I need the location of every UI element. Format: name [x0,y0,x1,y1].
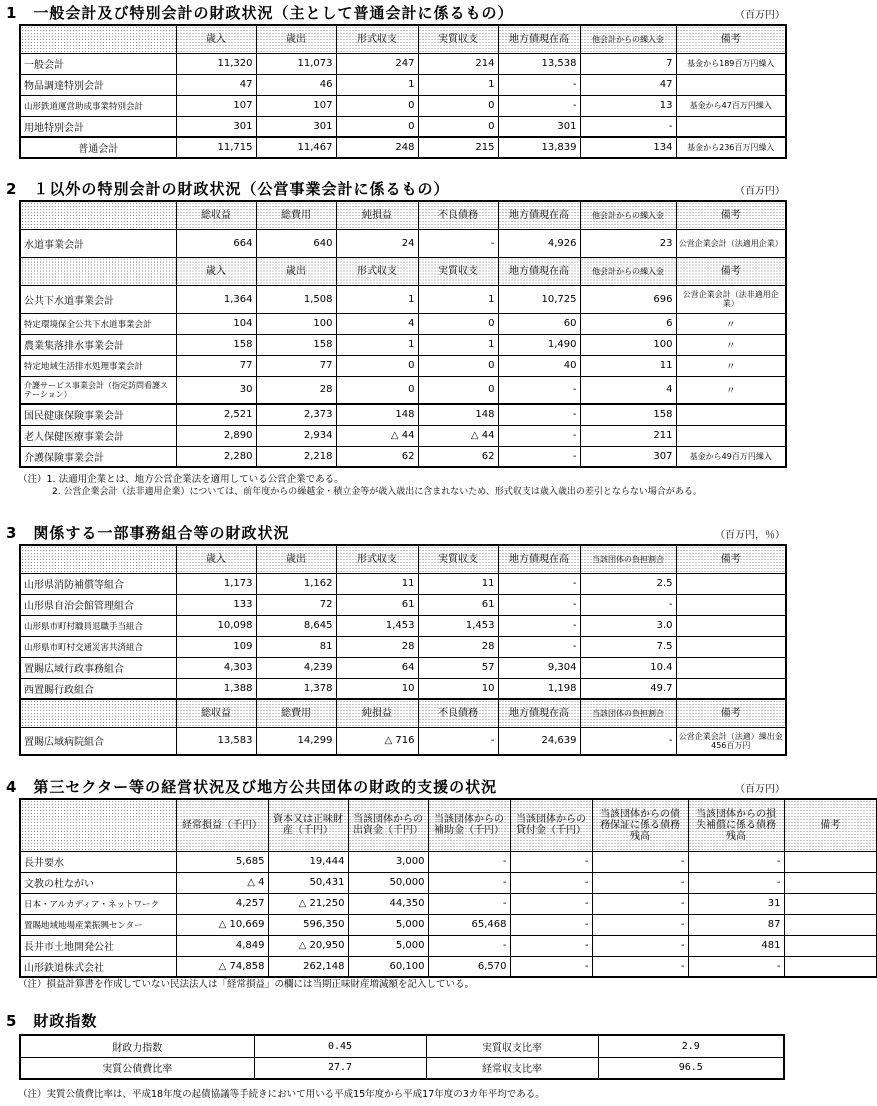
table-row: 日本・アルカディア・ネットワーク 4,257 △ 21,250 44,350 - - - 31 [20,893,877,914]
table-header: 歳入 歳出 形式収支 実質収支 地方債現在高 他会計からの繰入金 備考 [20,25,786,53]
section-1-unit: （百万円） [735,10,785,21]
table-4 [19,798,877,978]
table-row: 介護保険事業会計 2,280 2,218 62 62 - 307 基金から49百万円繰入 [20,446,786,467]
section-5 [0,1008,877,1100]
table-5 [19,1034,785,1080]
section-2-title: 2 １以外の特別会計の財政状況（公営事業会計に係るもの） [6,180,450,198]
table-row: 財政力指数 0.45 実質収支比率 2.9 [20,1035,784,1057]
table-row: 公共下水道事業会計 1,364 1,508 1 1 10,725 696 公営企業会計（法非適用企業） [20,285,786,313]
table-row: 老人保健医療事業会計 2,890 2,934 △ 44 △ 44 - 211 [20,425,786,446]
table-row: 長井市土地開発公社 4,849 △ 20,950 5,000 - - - 481 [20,935,877,956]
section-1-title: 1 一般会計及び特別会計の財政状況（主として普通会計に係るもの） [6,4,514,22]
section-3 [0,520,877,750]
table-row: 置賜地域地場産業振興センター △ 10,669 596,350 5,000 65,468 - - 87 [20,914,877,935]
table-row: 介護サービス事業会計（指定訪問看護ステーション） 30 28 0 0 - 4 〃 [20,376,786,404]
table-row: 山形鉄道株式会社 △ 74,858 262,148 60,100 6,570 - - - [20,956,877,977]
section-2-note-1: （注）1. 法適用企業とは、地方公営企業法を適用している公営企業である。 [18,474,344,485]
table-row: 西置賜行政組合 1,388 1,378 10 10 1,198 49.7 [20,678,786,699]
table-row: 一般会計 11,320 11,073 247 214 13,538 7 基金から189百万円繰入 [20,53,786,74]
table-row: 山形県市町村職員退職手当組合 10,098 8,645 1,453 1,453 - 3.0 [20,615,786,636]
table-row: 実質公債費比率 27.7 経常収支比率 96.5 [20,1057,784,1079]
table-total-row: 普通会計 11,715 11,467 248 215 13,839 134 基金から236百万円繰入 [20,137,786,158]
table-row: 水道事業会計 664 640 24 - 4,926 23 公営企業会計（法適用企業） [20,229,786,257]
section-5-note: （注）実質公債費比率は、平成18年度の起債協議等手続きにおいて用いる平成15年度から平成17年度の3カ年平均である。 [18,1089,545,1100]
table-row: 国民健康保険事業会計 2,521 2,373 148 148 - 158 [20,404,786,425]
section-2 [0,176,877,497]
table-header: 総収益 総費用 純損益 不良債務 地方債現在高 当該団体の負担割合 備考 [20,699,786,727]
section-4 [0,774,877,990]
section-5-title: 5 財政指数 [6,1012,98,1030]
table-row: 用地特別会計 301 301 0 0 301 - [20,116,786,137]
table-1 [19,24,787,159]
table-row: 農業集落排水事業会計 158 158 1 1 1,490 100 〃 [20,334,786,355]
section-4-title: 4 第三セクター等の経営状況及び地方公共団体の財政的支援の状況 [6,778,498,796]
table-3 [19,544,787,756]
table-header: 歳入 歳出 形式収支 実質収支 地方債現在高 他会計からの繰入金 備考 [20,257,786,285]
section-1 [0,0,877,155]
section-4-note: （注）損益計算書を作成していない民法法人は「経常損益」の欄には当期正味財産増減額を記入している。 [18,979,475,990]
table-row: 置賜広域行政事務組合 4,303 4,239 64 57 9,304 10.4 [20,657,786,678]
table-row: 文教の杜ながい △ 4 50,431 50,000 - - - - [20,872,877,893]
table-header: 経常損益（千円） 資本又は正味財産（千円） 当該団体からの出資金（千円） 当該団体からの補助金（千円） 当該団体からの貸付金（千円） 当該団体からの債務保証に係る債務残高 当該団体からの損失補償に係る債務残高 備考 [20,799,877,851]
section-4-unit: （百万円） [735,784,785,795]
section-3-title: 3 関係する一部事務組合等の財政状況 [6,524,290,542]
section-2-note-2: 2. 公営企業会計（法非適用企業）については、前年度からの繰越金・積立金等が歳入歳出に含まれないため、形式収支は歳入歳出の差引とならない場合がある。 [52,487,702,497]
table-row: 山形鉄道運営助成事業特別会計 107 107 0 0 - 13 基金から47百万円繰入 [20,95,786,116]
table-header: 総収益 総費用 純損益 不良債務 地方債現在高 他会計からの繰入金 備考 [20,201,786,229]
table-row: 置賜広域病院組合 13,583 14,299 △ 716 - 24,639 - 公営企業会計（法適）繰出金456百万円 [20,727,786,755]
table-row: 山形県自治会館管理組合 133 72 61 61 - - [20,594,786,615]
section-2-unit: （百万円） [735,186,785,197]
table-row: 長井要水 5,685 19,444 3,000 - - - - [20,851,877,872]
table-2 [19,200,787,468]
section-3-unit: （百万円，％） [715,530,785,541]
table-row: 山形県消防補償等組合 1,173 1,162 11 11 - 2.5 [20,573,786,594]
table-row: 山形県市町村交通災害共済組合 109 81 28 28 - 7.5 [20,636,786,657]
table-row: 特定地域生活排水処理事業会計 77 77 0 0 40 11 〃 [20,355,786,376]
table-row: 物品調達特別会計 47 46 1 1 - 47 [20,74,786,95]
table-header: 歳入 歳出 形式収支 実質収支 地方債現在高 当該団体の負担割合 備考 [20,545,786,573]
table-row: 特定環境保全公共下水道事業会計 104 100 4 0 60 6 〃 [20,313,786,334]
